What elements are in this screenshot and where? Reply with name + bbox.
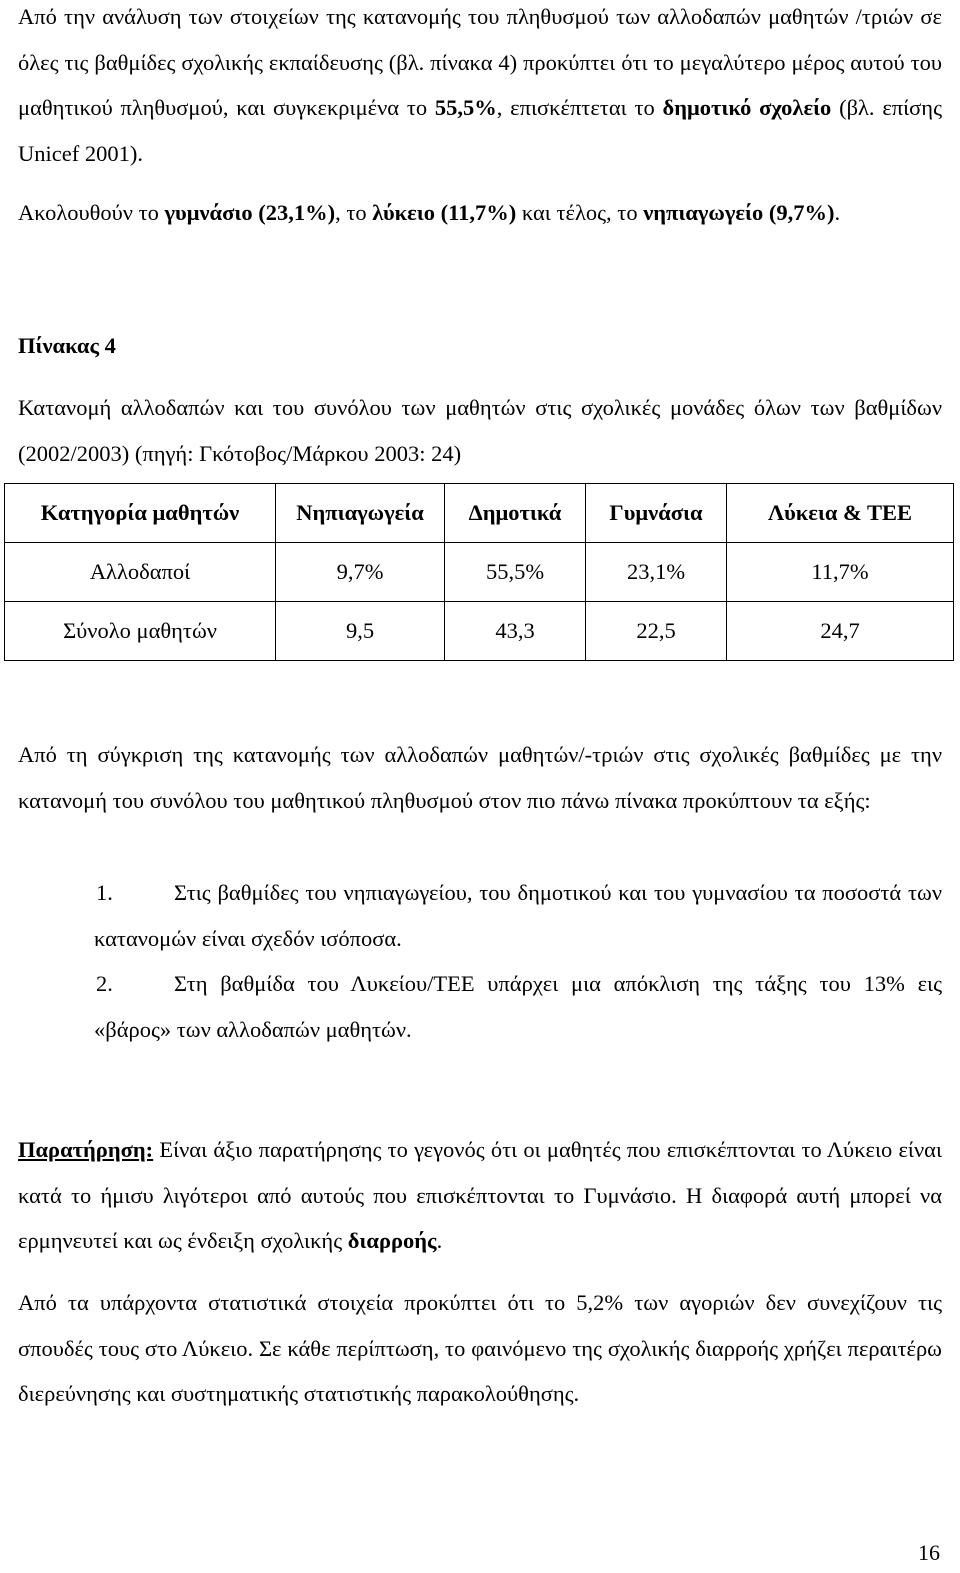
table-cell: 11,7%: [727, 543, 954, 602]
followup-paragraph: [18, 190, 942, 236]
table-row: [5, 602, 954, 661]
remark-label: Παρατήρηση:: [18, 1137, 154, 1162]
table-row: [5, 543, 954, 602]
intro-text-3: (βλ. επίσης Unicef 2001).: [18, 95, 942, 166]
findings-list: [18, 870, 942, 1052]
table-header-cell: Γυμνάσια: [586, 484, 727, 543]
gymnasium-percentage: (23,1%): [252, 200, 336, 225]
table-header-cell: Λύκεια & ΤΕΕ: [727, 484, 954, 543]
list-item-text: Στη βαθμίδα του Λυκείου/ΤΕΕ υπάρχει μια απόκλιση της τάξης του 13% εις «βάρος» των αλλοδαπών μαθητών.: [94, 971, 942, 1042]
table-header-row: [5, 484, 954, 543]
intro-text: Από την ανάλυση των στοιχείων της κατανομής του πληθυσμού των αλλοδαπών μαθητών /τριών σε όλες τις βαθμίδες σχολικής εκπαίδευσης (βλ. πίνακα 4) προκύπτει ότι το μεγαλύτερο μέρος αυτού του μαθητικού πληθυσμού, και συγκεκριμένα το: [18, 4, 942, 120]
table-caption: Κατανομή αλλοδαπών και του συνόλου των μαθητών στις σχολικές μονάδες όλων των βαθμίδων (2002/2003) (πηγή: Γκότοβος/Μάρκου 2003: 24): [18, 395, 942, 466]
table-header-cell: Κατηγορία μαθητών: [5, 484, 276, 543]
table-cell: Σύνολο μαθητών: [5, 602, 276, 661]
intro-paragraph: [18, 0, 942, 176]
kindergarten-term: νηπιαγωγείο: [643, 200, 764, 225]
page-number: 16: [918, 1540, 940, 1565]
lyceum-term: λύκειο: [372, 200, 435, 225]
table-header-cell: Δημοτικά: [445, 484, 586, 543]
followup-text-3: και τέλος, το: [516, 200, 644, 225]
lyceum-percentage: (11,7%): [435, 200, 517, 225]
followup-text-2: , το: [335, 200, 373, 225]
closing-paragraph: Από τα υπάρχοντα στατιστικά στοιχεία προκύπτει ότι το 5,2% των αγοριών δεν συνεχίζουν τις σπουδές τους στο Λύκειο. Σε κάθε περίπτωση, το φαινόμενο της σχολικής διαρροής χρήζει περαιτέρω διερεύνησης και συστηματικής στατιστικής παρακολούθησης.: [18, 1290, 942, 1406]
table-cell: 22,5: [586, 602, 727, 661]
followup-text: Ακολουθούν το: [18, 200, 165, 225]
table-cell: 24,7: [727, 602, 954, 661]
distribution-table: [4, 483, 954, 661]
primary-school-term: δημοτικό σχολείο: [662, 95, 832, 120]
gymnasium-term: γυμνάσιο: [164, 200, 253, 225]
table-cell: Αλλοδαποί: [5, 543, 276, 602]
intro-text-2: , επισκέπτεται το: [496, 95, 663, 120]
list-item-number: 2.: [96, 971, 113, 996]
kindergarten-percentage: (9,7%): [768, 200, 835, 225]
primary-percentage: 55,5%: [434, 95, 497, 120]
table-cell: 9,7%: [276, 543, 445, 602]
list-item: [18, 961, 942, 1052]
table-cell: 55,5%: [445, 543, 586, 602]
dropout-term: διαρροής: [347, 1228, 437, 1253]
list-item: [18, 870, 942, 961]
comparison-paragraph: Από τη σύγκριση της κατανομής των αλλοδαπών μαθητών/-τριών στις σχολικές βαθμίδες με την κατανομή του συνόλου του μαθητικού πληθυσμού στον πιο πάνω πίνακα προκύπτουν τα εξής:: [18, 742, 942, 813]
followup-end: .: [834, 200, 841, 225]
table-cell: 23,1%: [586, 543, 727, 602]
table-cell: 43,3: [445, 602, 586, 661]
table-header-cell: Νηπιαγωγεία: [276, 484, 445, 543]
remark-end: .: [436, 1228, 443, 1253]
table-title: Πίνακας 4: [18, 333, 116, 358]
list-item-text: Στις βαθμίδες του νηπιαγωγείου, του δημοτικού και του γυμνασίου τα ποσοστά των κατανομών είναι σχεδόν ισόποσα.: [94, 880, 942, 951]
table-cell: 9,5: [276, 602, 445, 661]
remark-paragraph: [18, 1127, 942, 1264]
list-item-number: 1.: [96, 880, 113, 905]
remark-text: Είναι άξιο παρατήρησης το γεγονός ότι οι μαθητές που επισκέπτονται το Λύκειο είναι κατά το ήμισυ λιγότεροι από αυτούς που επισκέπτονται το Γυμνάσιο. Η διαφορά αυτή μπορεί να ερμηνευτεί και ως ένδειξη σχολικής: [18, 1137, 942, 1253]
